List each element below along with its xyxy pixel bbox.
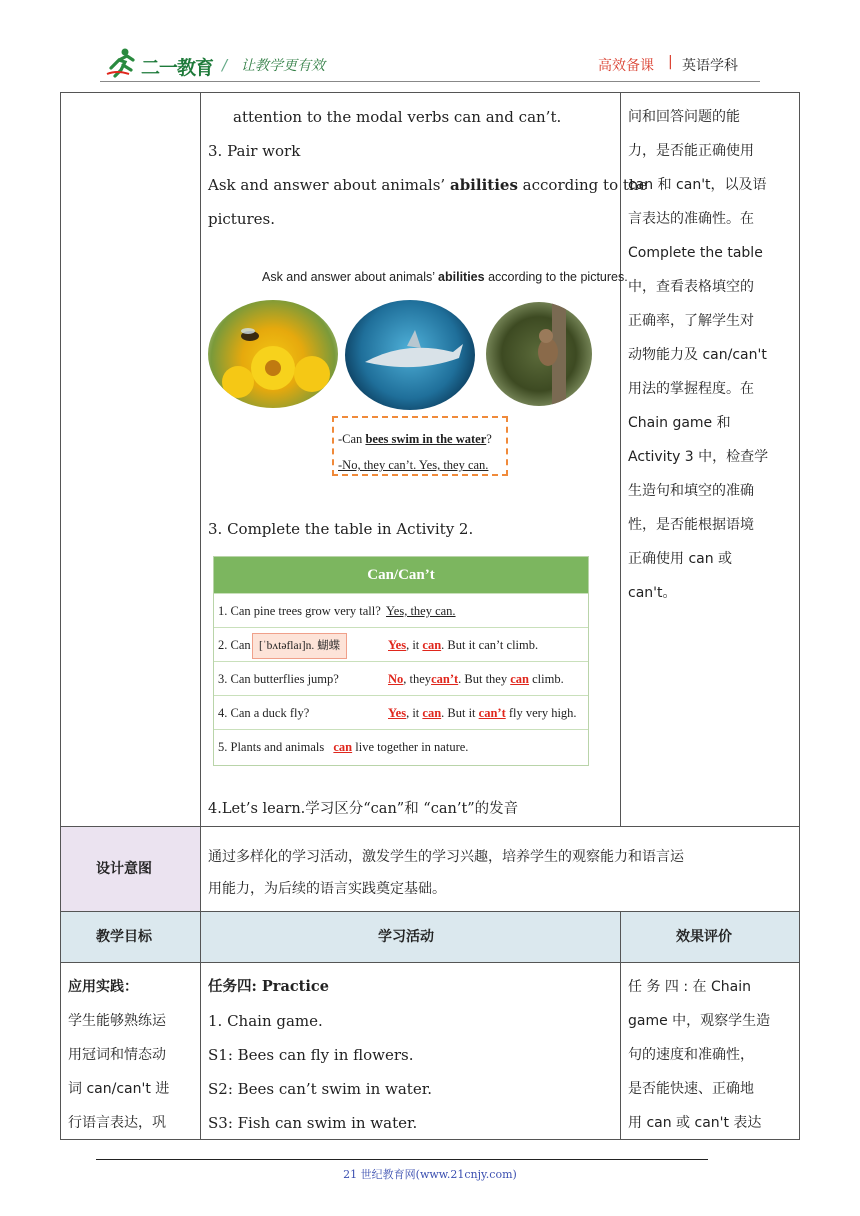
activity-line: S1: Bees can fly in flowers. [208,1046,414,1064]
shark-photo [345,300,475,410]
eval-line: 句的速度和准确性， [628,1047,754,1063]
activity-line: 1. Chain game. [208,1012,323,1030]
activity-line: S2: Bees can’t swim in water. [208,1080,432,1098]
footer-text: 21 世纪教育网(www.21cnjy.com) [343,1168,517,1181]
design-line: 通过多样化的学习活动，激发学生的学习兴趣，培养学生的观察能力和语言运 [208,849,684,865]
footer-rule [96,1159,708,1160]
goal-header-label: 教学目标 [96,929,152,945]
row-text: fly very high. [508,706,577,720]
dialog-part: ? [486,432,492,446]
shark-icon [345,300,475,410]
eval-line: 言表达的准确性。在 [628,211,754,227]
red-answer: can’t [431,672,459,686]
row-text: . But it [441,706,476,720]
picture-caption [262,270,628,284]
text-span: Ask and answer about animals’ [208,176,446,194]
row-text: . But it can’t climb. [441,638,539,652]
eval-line: Chain game 和 [628,415,731,431]
row-text: 2. Can [218,638,251,652]
example-dialog [332,416,508,476]
red-answer: Yes [388,638,407,652]
can-cant-title: Can/Can’t [214,557,588,593]
row-text: . But they [458,672,508,686]
design-line: 用能力，为后续的语言实践奠定基础。 [208,881,446,897]
row1-goal-cell [60,92,201,827]
subject-label: 英语学科 [682,58,738,74]
activity-line: 3. Pair work [208,142,301,160]
red-answer: can [333,740,353,754]
dialog-part: -Can [338,432,363,446]
goal-line: 学生能够熟练运 [68,1013,166,1029]
complete-task-line: 3. Complete the table in Activity 2. [208,520,474,538]
table-row [214,729,588,763]
eval-line: 任 务 四 : 在 Chain [628,979,751,995]
table-row [214,593,588,627]
table-row [214,695,588,729]
red-answer: can [510,672,529,686]
eval-line: 正确使用 can 或 [628,551,733,567]
eval-line: game 中，观察学生造 [628,1013,771,1029]
slogan: 让教学更有效 [241,58,325,74]
dialog-answer: -No, they can’t. Yes, they can. [338,458,489,472]
row-text: 1. Can pine trees grow very tall? [218,604,381,618]
row-text: 4. Can a duck fly? [218,706,310,720]
header-slash: / [222,56,228,74]
bee-flower-icon [208,300,338,408]
goal-line: 词 can/can't 进 [68,1081,170,1097]
goal-line: 用冠词和情态动 [68,1047,166,1063]
red-answer: can’t [478,706,506,720]
goal-line: 应用实践： [68,979,138,995]
activity-line: attention to the modal verbs can and can’t. [233,108,562,126]
activity-line: S3: Fish can swim in water. [208,1114,418,1132]
logo-text: 二一教育 [141,57,214,79]
activity-header-label: 学习活动 [378,929,434,945]
red-answer: can [422,638,442,652]
eval-line: 用法的掌握程度。在 [628,381,754,397]
eval-line: 用 can 或 can't 表达 [628,1115,762,1131]
row-text: 3. Can butterflies jump? [218,672,339,686]
lets-learn-line: 4.Let’s learn.学习区分“can”和 “can’t”的发音 [208,801,519,817]
activity-line [208,168,648,202]
eval-line: Activity 3 中，检查学 [628,449,769,465]
dialog-question [338,426,506,452]
bee-photo [208,300,338,408]
row-text: , it [406,638,420,652]
row-text: 5. Plants and animals [218,740,325,754]
eval-line: Complete the table [628,245,763,261]
header-separator: | [668,54,673,70]
goal-line: 行语言表达，巩 [68,1115,166,1131]
can-cant-table [213,556,589,766]
runner-logo-icon [105,46,137,78]
table-row [214,627,588,661]
eval-line: 是否能快速、正确地 [628,1081,754,1097]
eval-header-label: 效果评价 [676,929,732,945]
table-row [214,661,588,695]
red-answer: can [422,706,442,720]
caption-part: Ask and answer about animals’ [262,270,435,284]
category-label: 高效备课 [598,58,654,74]
monkey-tree-icon [486,302,592,406]
eval-line: 动物能力及 can/can't [628,347,767,363]
row-text: climb. [532,672,564,686]
caption-part: according to the pictures. [488,270,628,284]
text-bold: abilities [449,176,518,194]
eval-line: can 和 can't，以及语 [628,177,767,193]
page-header [0,0,860,92]
caption-bold: abilities [438,270,485,284]
eval-line: 正确率，了解学生对 [628,313,754,329]
design-label: 设计意图 [96,861,152,877]
eval-line: 生造句和填空的准确 [628,483,754,499]
header-rule [100,81,760,82]
eval-line: 问和回答问题的能 [628,109,740,125]
dialog-underlined: bees swim in the water [365,432,487,446]
row-text: live together in nature. [355,740,469,754]
activity-task-title: 任务四: Practice [208,978,329,995]
eval-line: 中，查看表格填空的 [628,279,754,295]
eval-line: 力，是否能正确使用 [628,143,754,159]
phonetic-popup: [ˈbʌtəflaɪ]n. 蝴蝶 [252,633,347,659]
row-text: , they [403,672,432,686]
eval-line: 性，是否能根据语境 [628,517,754,533]
eval-line: can't。 [628,585,677,601]
row-answer: Yes, they can. [386,604,456,618]
text-span: according to the [522,176,648,194]
activity-line: pictures. [208,210,276,228]
row-text: , it [406,706,420,720]
monkey-photo [486,302,592,406]
red-answer: No [388,672,404,686]
red-answer: Yes [388,706,407,720]
